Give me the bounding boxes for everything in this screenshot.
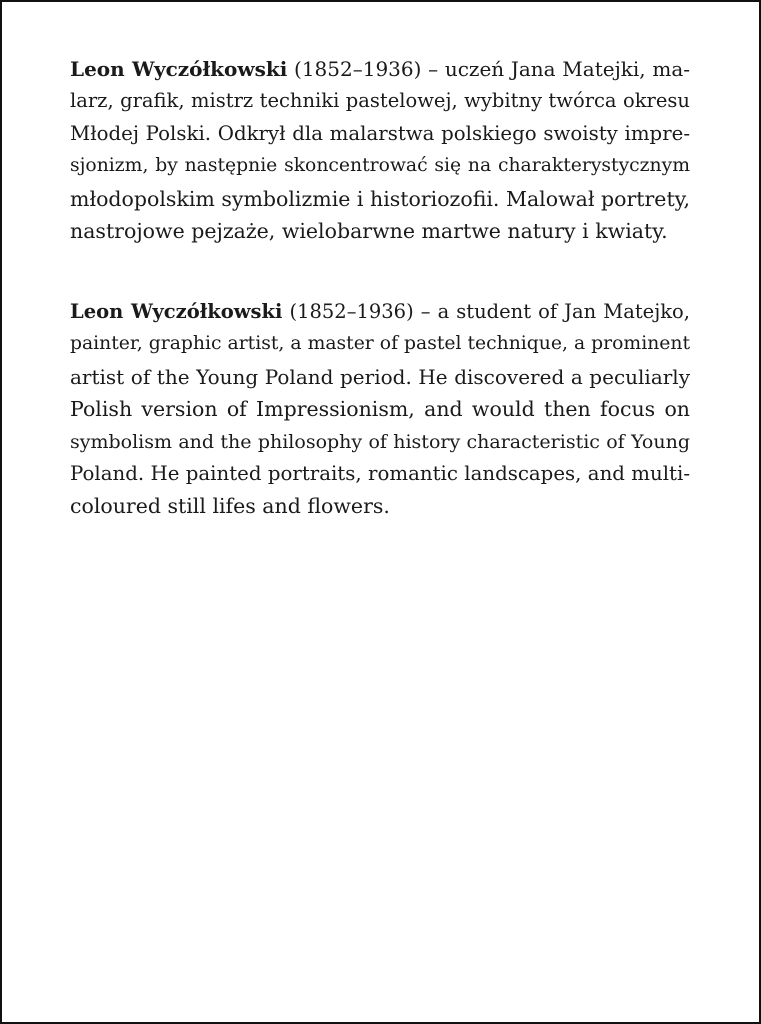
line-text: larz, grafik, mistrz techniki pastelowej, wybitny twórca okresu	[70, 89, 690, 113]
text-line	[70, 183, 690, 215]
text-line	[70, 85, 690, 117]
text-line	[70, 361, 690, 393]
text-line	[70, 490, 690, 522]
text-line	[70, 393, 690, 425]
text-line	[70, 118, 690, 150]
text-line	[70, 215, 690, 247]
artist-name: Leon Wyczółkowski	[70, 57, 288, 81]
line-text: artist of the Young Poland period. He discovered a peculiarly	[70, 364, 690, 389]
text-line	[70, 53, 690, 85]
text-line	[70, 328, 690, 360]
line-text: coloured still lifes and flowers.	[70, 494, 390, 519]
line-text: sjonizm, by następnie skoncentrować się na charakterystycznym	[70, 155, 690, 177]
text-line	[70, 296, 690, 328]
paragraph-polish	[70, 53, 690, 247]
line-text: (1852–1936) – a student of Jan Matejko,	[282, 300, 690, 323]
artist-name: Leon Wyczółkowski	[70, 300, 283, 323]
line-text: Poland. He painted portraits, romantic landscapes, and multi-	[70, 461, 690, 485]
line-text: Polish version of Impressionism, and would then focus on	[70, 397, 690, 422]
line-text: (1852–1936) – uczeń Jana Matejki, ma-	[287, 57, 691, 81]
line-text: symbolism and the philosophy of history characteristic of Young	[70, 430, 690, 453]
text-line	[70, 150, 690, 182]
text-line	[70, 458, 690, 490]
line-text: painter, graphic artist, a master of pastel technique, a prominent	[70, 333, 690, 355]
line-text: młodopolskim symbolizmie i historiozofii. Malował portrety,	[70, 186, 691, 211]
line-text: nastrojowe pejzaże, wielobarwne martwe natury i kwiaty.	[70, 218, 668, 243]
line-text: Młodej Polski. Odkrył dla malarstwa polskiego swoisty impre-	[70, 121, 690, 145]
text-line	[70, 426, 690, 458]
paragraph-english	[70, 296, 690, 523]
